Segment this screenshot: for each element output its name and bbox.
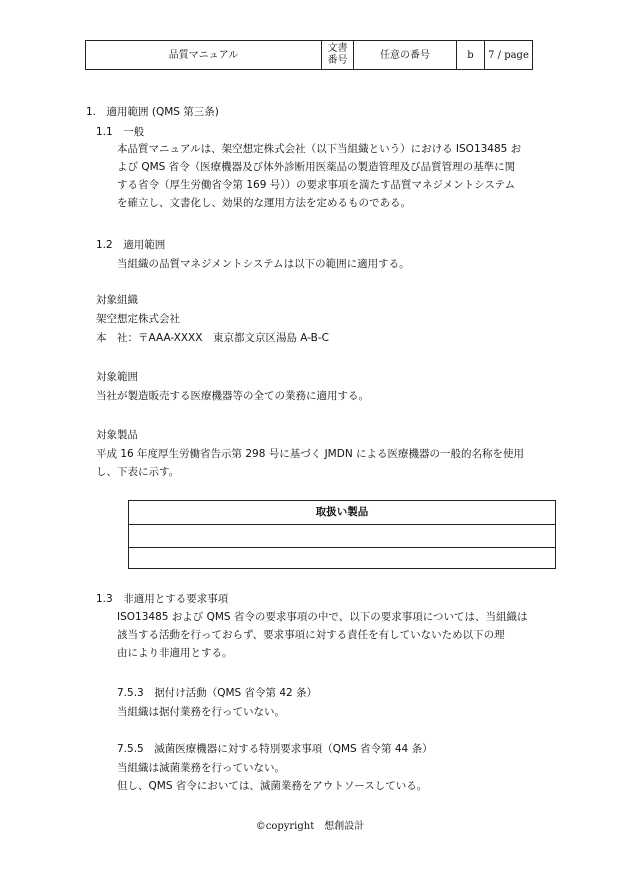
item-7-5-5-text-2: 但し、QMS 省令においては、滅菌業務をアウトソースしている。 [117,780,428,792]
section-1-1-body [117,142,547,214]
copyright-footer: ©copyright 想創設計 [255,821,365,832]
page-number: 7 / page [485,41,533,70]
manual-title: 品質マニュアル [86,41,322,70]
products-table [128,500,556,569]
products-table-row [129,524,555,547]
paragraph-line: を確立し、文書化し、効果的な運用方法を定めるものである。 [117,197,411,209]
item-7-5-3-heading: 7.5.3 据付け活動（QMS 省令第 42 条） [117,687,318,699]
item-7-5-5-text-1: 当組織は滅菌業務を行っていない。 [117,762,285,774]
scope-intro: 当組織の品質マネジメントシステムは以下の範囲に適用する。 [117,258,410,270]
section-1-1-heading: 1.1 一般 [96,126,145,138]
scope-text: 当社が製造販売する医療機器等の全ての業務に適用する。 [96,390,369,402]
org-name: 架空想定株式会社 [96,313,180,325]
header-table [85,40,533,70]
product-line-2: し、下表に示す。 [96,466,180,478]
item-7-5-5-heading: 7.5.5 滅菌医療機器に対する特別要求事項（QMS 省令第 44 条） [117,743,433,755]
paragraph-line: 由により非適用とする。 [117,647,233,659]
revision: b [457,41,485,70]
product-label: 対象製品 [96,429,138,441]
org-address: 本 社：〒AAA-XXXX 東京都文京区湯島 A-B-C [96,332,329,344]
products-table-row [129,547,555,570]
paragraph-line: ISO13485 および QMS 省令の要求事項の中で、以下の要求事項については、当組織は [117,611,528,623]
org-label: 対象組織 [96,294,138,306]
section-1-3-body [117,610,547,664]
section-1-3-heading: 1.3 非適用とする要求事項 [96,593,229,605]
item-7-5-3-text: 当組織は据付業務を行っていない。 [117,706,285,718]
scope-label: 対象範囲 [96,371,138,383]
doc-no-label: 文書 番号 [322,41,354,70]
products-table-header: 取扱い製品 [315,506,369,518]
section-1-heading: 1. 適用範囲 (QMS 第三条) [86,106,219,118]
doc-no-value: 任意の番号 [354,41,457,70]
paragraph-line: よび QMS 省令（医療機器及び体外診断用医薬品の製造管理及び品質管理の基準に関 [117,161,516,173]
paragraph-line: 本品質マニュアルは、架空想定株式会社（以下当組織という）における ISO13485 お [117,143,522,155]
section-1-2-heading: 1.2 適用範囲 [96,239,166,251]
paragraph-line: 該当する活動を行っておらず、要求事項に対する責任を有していないため以下の理 [117,629,505,641]
product-line-1: 平成 16 年度厚生労働省告示第 298 号に基づく JMDN による医療機器の一般的名称を使用 [96,448,525,460]
paragraph-line: する省令（厚生労働省令第 169 号））の要求事項を満たす品質マネジメントシステム [117,179,516,191]
